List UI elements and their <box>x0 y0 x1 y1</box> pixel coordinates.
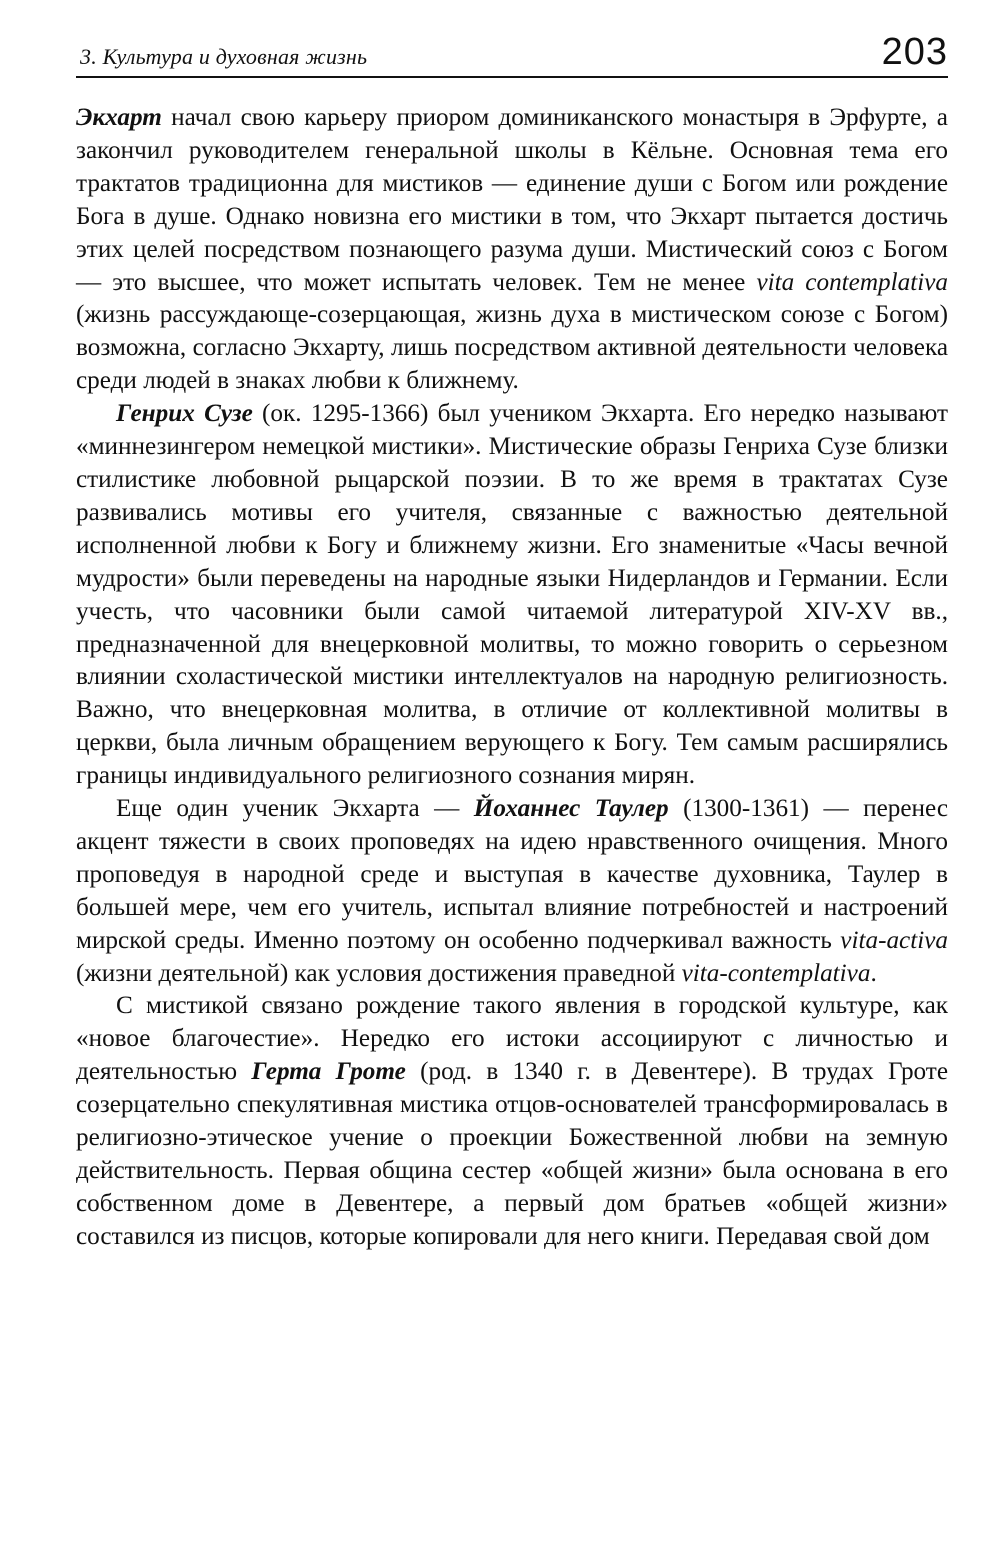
name-eckhart: Экхарт <box>76 104 162 131</box>
text-segment: (род. в 1340 г. в Девентере). В трудах Гроте созерцательно спекулятивная мистика отцов-основателей трансформировалась в религиозно-этическое учение о проекции Божественной любви на земную действительность. Первая община сестер «общей жизни» была основана в его собственном доме в Девентере, а первый дом братьев «общей жизни» составился из писцов, которые копировали для него книги. Передавая свой дом <box>76 1058 948 1250</box>
text-segment: (жизни деятельной) как условия достижения праведной <box>76 959 682 987</box>
text-segment: (ок. 1295-1366) был учеником Экхарта. Его нередко называют «миннезингером немецкой мистики». Мистические образы Генриха Сузе близки стилистике любовной рыцарской поэзии. В то же время в трактатах Сузе развивались мотивы его учителя, связанные с важностью деятельной исполненной любви к Богу и ближнему жизни. Его знаменитые «Часы вечной мудрости» были переведены на народные языки Нидерландов и Германии. Если учесть, что часовники были самой читаемой литературой XIV-XV вв., предназначенной для внецерковной молитвы, то можно говорить о серьезном влиянии схоластической мистики интеллектуалов на народную религиозность. Важно, что внецерковная молитва, в отличие от коллективной молитвы в церкви, была личным обращением верующего к Богу. Тем самым расширялись границы индивидуального религиозного сознания мирян. <box>76 400 949 790</box>
book-page <box>76 28 948 1254</box>
latin-term: vita-activa <box>840 926 948 954</box>
name-groote: Герта Гроте <box>251 1058 406 1086</box>
page-number: 203 <box>881 31 948 73</box>
paragraph-eckhart <box>76 102 948 398</box>
text-segment: . <box>870 959 877 987</box>
text-segment: Еще один ученик Экхарта — <box>116 795 474 823</box>
running-title: 3. Культура и духовная жизнь <box>80 44 368 69</box>
text-segment: (жизнь рассуждающе-созерцающая, жизнь духа в мистическом союзе с Богом) возможна, согласно Экхарту, лишь посредством активной деятельности человека среди людей в знаках любви к ближнему. <box>76 301 948 395</box>
text-segment: начал свою карьеру приором доминиканского монастыря в Эрфурте, а закончил руководителем генеральной школы в Кёльне. Основная тема его трактатов традиционна для мистиков — единение души с Богом или рождение Бога в душе. Однако новизна его мистики в том, что Экхарт пытается достичь этих целей посредством познающего разума души. Мистический союз с Богом — это высшее, что может испытать человек. Тем не менее <box>76 104 948 296</box>
text-segment: (1300-1361) — перенес акцент тяжести в своих проповедях на идею нравственного очищения. Много проповедуя в народной среде и выступая в качестве духовника, Таулер в большей мере, чем его учитель, испытал влияние потребностей и настроений мирской среды. Именно поэтому он особенно подчеркивал важность <box>76 795 948 954</box>
latin-term: vita contemplativa <box>756 268 948 296</box>
paragraph-tauler <box>76 793 948 990</box>
paragraph-groote <box>76 990 948 1253</box>
latin-term: vita-contemplativa <box>681 959 871 987</box>
paragraph-suso <box>76 398 948 793</box>
running-header <box>76 28 948 78</box>
text-segment: С мистикой связано рождение такого явления в городской культуре, как «новое благочестие». Нередко его истоки ассоциируют с личностью и деятельностью <box>76 992 948 1086</box>
name-suso: Генрих Сузе <box>116 400 253 428</box>
name-tauler: Йоханнес Таулер <box>473 795 669 823</box>
body-text <box>76 102 948 1254</box>
